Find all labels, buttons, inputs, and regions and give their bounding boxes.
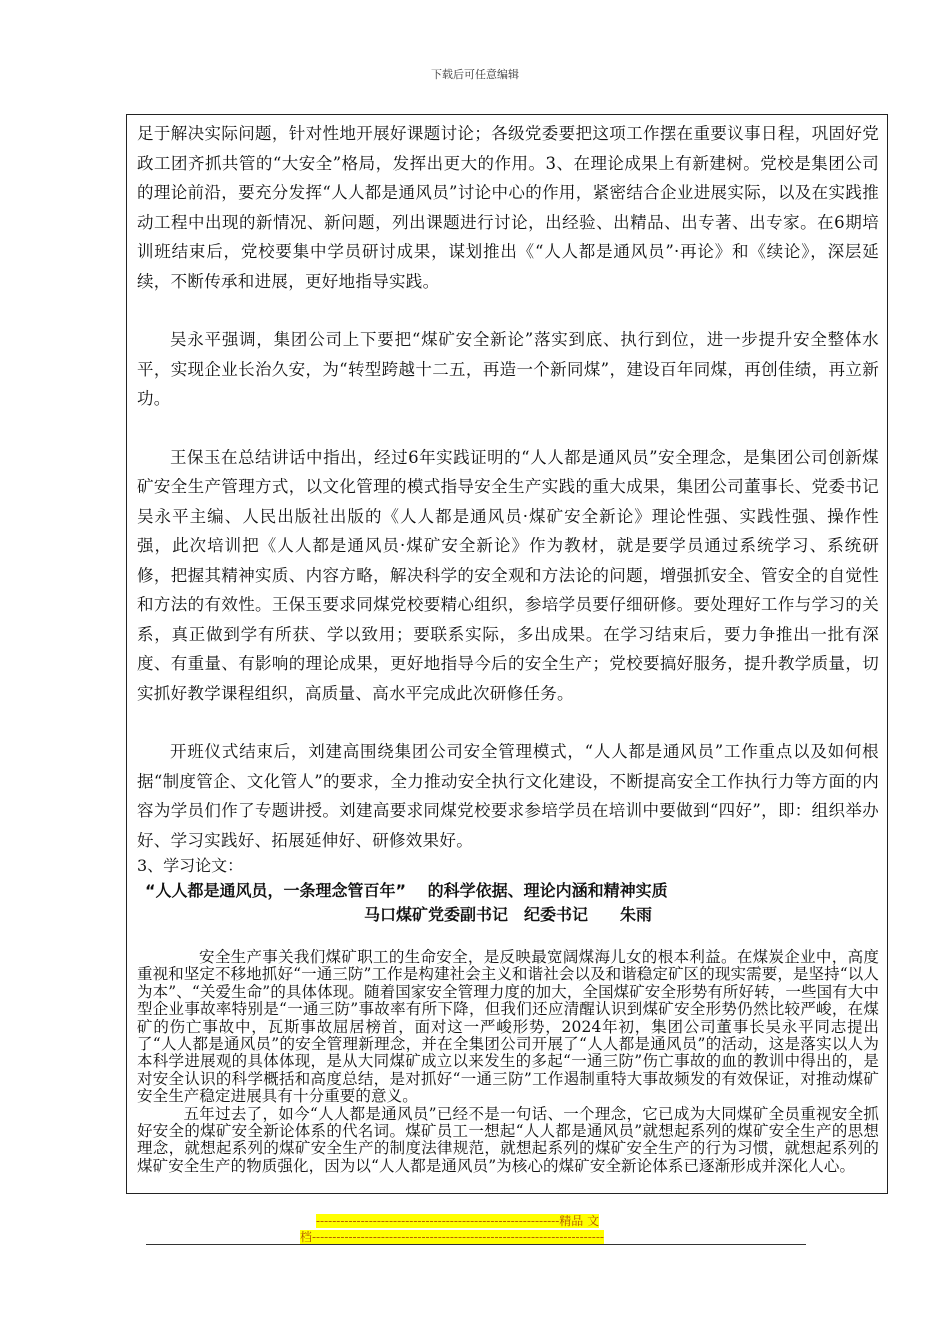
essay-title: “人人都是通风员，一条理念管百年” 的科学依据、理论内涵和精神实质: [145, 881, 668, 900]
footer-line-2: 档------------------------------------------------------------------------: [300, 1230, 604, 1244]
page-header: 下载后可任意编辑: [431, 68, 519, 81]
spacer: [137, 296, 879, 325]
paragraph-4: 开班仪式结束后，刘建高围绕集团公司安全管理模式，“人人都是通风员”工作重点以及如何根据“制度管企、文化管人”的要求，全力推动安全执行文化建设，不断提高安全工作执行力等方面的内容为学员们作了专题讲授。刘建高要求同煤党校要求参培学员在培训中要做到“四好”，即：组织举办好、学习实践好、拓展延伸好、研修效果好。: [137, 742, 879, 850]
essay-author: 马口煤矿党委副书记 纪委书记 朱雨: [363, 905, 652, 924]
essay-paragraph-2: 五年过去了，如今“人人都是通风员”已经不是一句话、一个理念，它已成为大同煤矿全员重视安全抓好安全的煤矿安全新论体系的代名词。煤矿员工一想起“人人都是通风员”就想起系列的煤矿安全生产的思想理念，就想起系列的煤矿安全生产的制度法律规范，就想起系列的煤矿安全生产的行为习惯，就想起系列的煤矿安全生产的物质强化，因为以“人人都是通风员”为核心的煤矿安全新论体系已逐渐形成并深化人心。: [137, 1104, 879, 1175]
essay-paragraph-1: 安全生产事关我们煤矿职工的生命安全，是反映最宽阔煤海儿女的根本利益。在煤炭企业中，高度重视和坚定不移地抓好“一通三防”工作是构建社会主义和谐社会以及和谐稳定矿区的现实需要，是坚持“以人为本”、“关爱生命”的具体体现。随着国家安全管理力度的加大，全国煤矿安全形势有所好转，一些国有大中型企业事故率特别是“一通三防”事故率有所下降，但我们还应清醒认识到煤矿安全形势仍然比较严峻，在煤矿的伤亡事故中，瓦斯事故屈居榜首，面对这一严峻形势，2024年初，集团公司董事长吴永平同志提出了“人人都是通风员”的安全管理新理念，并在全集团公司开展了“人人都是通风员”的活动，这是落实以人为本科学进展观的具体体现，是从大同煤矿成立以来发生的多起“一通三防”伤亡事故的血的教训中得出的，是对安全认识的科学概括和高度总结，是对抓好“一通三防”工作遏制重特大事故频发的有效保证，对推动煤矿安全生产稳定进展具有十分重要的意义。: [137, 948, 879, 1106]
footer-watermark: [300, 1213, 652, 1245]
footer-line-1: ------------------------------------------------------------精品 文: [316, 1214, 600, 1228]
paragraph-3: 王保玉在总结讲话中指出，经过6年实践证明的“人人都是通风员”安全理念，是集团公司创新煤矿安全生产管理方式，以文化管理的模式指导安全生产实践的重大成果，集团公司董事长、党委书记吴永平主编、人民出版社出版的《人人都是通风员·煤矿安全新论》理论性强、实践性强、操作性强，此次培训把《人人都是通风员·煤矿安全新论》作为教材，就是要学员通过系统学习、系统研修，把握其精神实质、内容方略，解决科学的安全观和方法论的问题，增强抓安全、管安全的自觉性和方法的有效性。王保玉要求同煤党校要精心组织，参培学员要仔细研修。要处理好工作与学习的关系，真正做到学有所获、学以致用；要联系实际，多出成果。在学习结束后，要力争推出一批有深度、有重量、有影响的理论成果，更好地指导今后的安全生产；党校要搞好服务，提升教学质量，切实抓好教学课程组织，高质量、高水平完成此次研修任务。: [137, 447, 879, 703]
spacer: [137, 708, 879, 737]
paragraph-1: 足于解决实际问题，针对性地开展好课题讨论；各级党委要把这项工作摆在重要议事日程，巩固好党政工团齐抓共管的“大安全”格局，发挥出更大的作用。3、在理论成果上有新建树。党校是集团公司的理论前沿，要充分发挥“人人都是通风员”讨论中心的作用，紧密结合企业进展实际，以及在实践推动工程中出现的新情况、新问题，列出课题进行讨论，出经验、出精品、出专著、出专家。在6期培训班结束后，党校要集中学员研讨成果，谋划推出《“人人都是通风员”·再论》和《续论》，深层延续，不断传承和进展，更好地指导实践。: [137, 124, 879, 291]
section-label: 3、学习论文：: [137, 856, 244, 875]
spacer: [137, 414, 879, 443]
paragraph-2: 吴永平强调，集团公司上下要把“煤矿安全新论”落实到底、执行到位，进一步提升安全整体水平，实现企业长治久安，为“转型跨越十二五，再造一个新同煤”，建设百年同煤，再创佳绩，再立新功。: [137, 330, 879, 408]
bottom-divider: [146, 1244, 806, 1245]
spacer: [137, 927, 879, 949]
content-frame: [126, 114, 888, 1194]
